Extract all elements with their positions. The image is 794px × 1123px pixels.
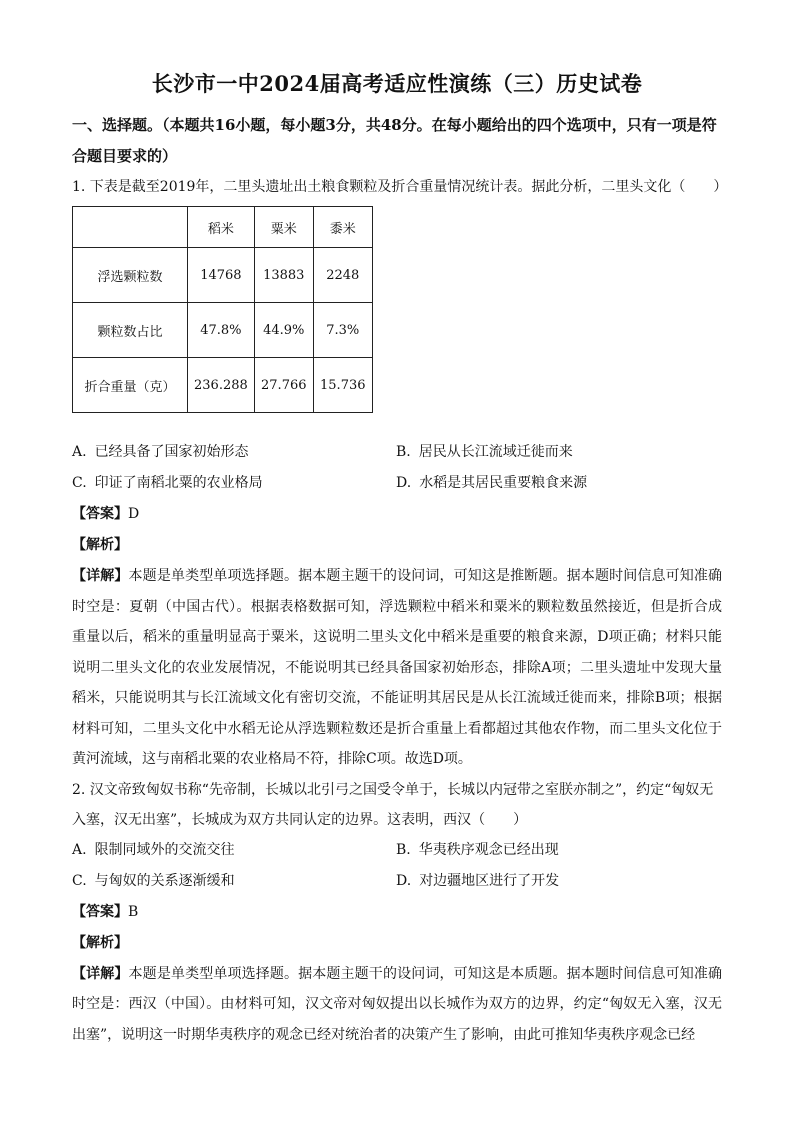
analysis-label: 【解析】: [72, 537, 128, 553]
detail-paragraph: [72, 561, 722, 775]
option-key: C.: [72, 872, 87, 889]
answer-label: 【答案】: [72, 903, 128, 920]
answer-value: B: [128, 903, 139, 920]
table-cell: 颗粒数占比: [73, 303, 188, 358]
table-cell: 236.288: [188, 358, 255, 413]
option-key: A.: [72, 444, 87, 460]
table-cell: 14768: [188, 248, 255, 303]
answer-label: 【答案】: [72, 506, 128, 522]
table-row: [73, 358, 373, 413]
page-title: 长沙市一中2024届高考适应性演练（三）历史试卷: [151, 71, 643, 96]
table-cell: 15.736: [313, 358, 372, 413]
option-key: A.: [72, 841, 87, 858]
table-cell: 13883: [254, 248, 313, 303]
question-2-options: [72, 835, 722, 897]
table-cell: 折合重量（克）: [73, 358, 188, 413]
table-header-cell: 稻米: [188, 207, 255, 248]
table-cell: 7.3%: [313, 303, 372, 358]
option-text: 印证了南稻北粟的农业格局: [94, 475, 263, 491]
grain-statistics-table: [72, 206, 373, 413]
option-c[interactable]: [72, 468, 396, 499]
table-row: [73, 303, 373, 358]
option-c[interactable]: [72, 866, 396, 897]
table-header-cell: [73, 207, 188, 248]
analysis-line: [72, 928, 722, 959]
section-heading: 一、选择题。（本题共16小题，每小题3分，共48分。在每小题给出的四个选项中，只有一项是符合题目要求的）: [72, 116, 717, 165]
option-b[interactable]: [396, 437, 720, 468]
option-key: B.: [396, 841, 411, 858]
analysis-label: 【解析】: [72, 934, 128, 951]
table-cell: 浮选颗粒数: [73, 248, 188, 303]
detail-label: 【详解】: [72, 568, 129, 584]
option-b[interactable]: [396, 835, 720, 866]
table-cell: 44.9%: [254, 303, 313, 358]
detail-label: 【详解】: [72, 965, 129, 982]
answer-value: D: [128, 506, 140, 522]
option-text: 水稻是其居民重要粮食来源: [419, 475, 588, 491]
option-text: 对边疆地区进行了开发: [419, 872, 560, 889]
table-header-cell: 粟米: [254, 207, 313, 248]
option-text: 已经具备了国家初始形态: [94, 444, 249, 460]
option-key: C.: [72, 475, 87, 491]
detail-text: 本题是单类型单项选择题。据本题主题干的设问词，可知这是本质题。据本题时间信息可知准确时空是：西汉（中国）。由材料可知，汉文帝对匈奴提出以长城作为双方的边界，约定“匈奴无入塞，汉无出塞”，说明这一时期华夷秩序的观念已经对统治者的决策产生了影响，由此可推知华夷秩序观念已经: [72, 965, 723, 1043]
question-1-stem: 1. 下表是截至2019年，二里头遗址出土粮食颗粒及折合重量情况统计表。据此分析，二里头文化（ ）: [72, 179, 728, 195]
table-cell: 47.8%: [188, 303, 255, 358]
table-cell: 2248: [313, 248, 372, 303]
detail-text: 本题是单类型单项选择题。据本题主题干的设问词，可知这是推断题。据本题时间信息可知准确时空是：夏朝（中国古代）。根据表格数据可知，浮选颗粒中稻米和粟米的颗粒数虽然接近，但是折合成重量以后，稻米的重量明显高于粟米，这说明二里头文化中稻米是重要的粮食来源，D项正确；材料只能说明二里头文化的农业发展情况，不能说明其已经具备国家初始形态，排除A项；二里头遗址中发现大量稻米，只能说明其与长江流域文化有密切交流，不能证明其居民是从长江流域迁徙而来，排除B项；根据材料可知，二里头文化中水稻无论从浮选颗粒数还是折合重量上看都超过其他农作物，而二里头文化位于黄河流域，这与南稻北粟的农业格局不符，排除C项。故选D项。: [72, 568, 723, 767]
option-key: D.: [396, 475, 412, 491]
analysis-line: [72, 530, 722, 561]
option-a[interactable]: [72, 835, 396, 866]
option-text: 居民从长江流域迁徙而来: [418, 444, 573, 460]
option-text: 限制同域外的交流交往: [94, 841, 235, 858]
option-key: D.: [396, 872, 412, 889]
detail-paragraph: [72, 959, 722, 1051]
option-key: B.: [396, 444, 411, 460]
option-d[interactable]: [396, 866, 720, 897]
option-a[interactable]: [72, 437, 396, 468]
option-text: 与匈奴的关系逐渐缓和: [94, 872, 235, 889]
table-row: [73, 248, 373, 303]
table-header-row: [73, 207, 373, 248]
table-cell: 27.766: [254, 358, 313, 413]
question-1-options: [72, 437, 722, 499]
answer-line: [72, 897, 722, 928]
option-text: 华夷秩序观念已经出现: [418, 841, 559, 858]
answer-line: [72, 499, 722, 530]
table-header-cell: 黍米: [313, 207, 372, 248]
option-d[interactable]: [396, 468, 720, 499]
question-2-stem: 2. 汉文帝致匈奴书称“先帝制，长城以北引弓之国受令单于，长城以内冠带之室朕亦制之”，约定“匈奴无入塞，汉无出塞”，长城成为双方共同认定的边界。这表明，西汉（ ）: [72, 781, 714, 828]
